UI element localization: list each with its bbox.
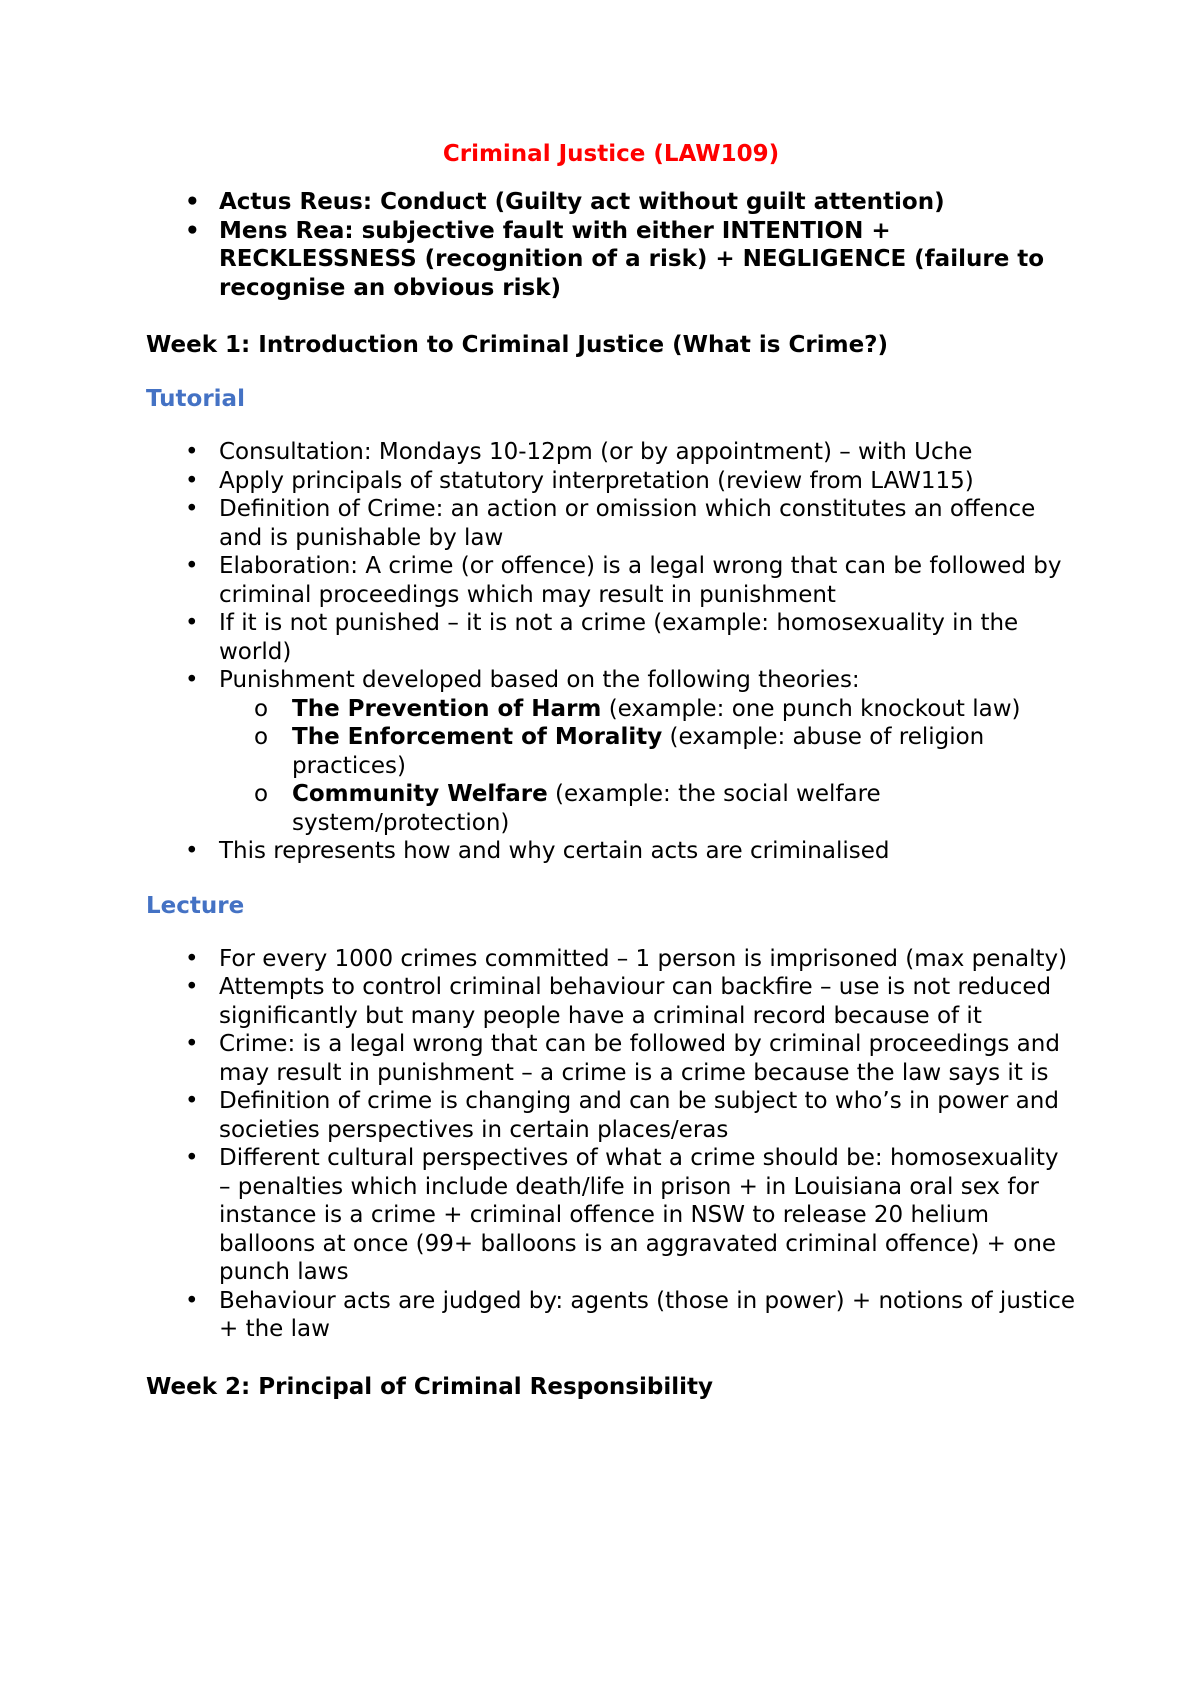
lecture-list	[146, 945, 1076, 1344]
list-item: • Crime: is a legal wrong that can be followed by criminal proceedings and may result in punishment – a crime is a crime because the law says it is	[185, 1031, 1060, 1086]
bullet-icon: •	[185, 217, 200, 244]
list-item: • This represents how and why certain acts are criminalised	[185, 838, 890, 864]
document-page	[146, 140, 1076, 1401]
list-item: • Apply principals of statutory interpretation (review from LAW115)	[185, 467, 974, 494]
list-item: • Punishment developed based on the following theories: o The Prevention of Harm (example: one punch knockout law) o The Enforcement of Morality (example: abuse of religion practices) o Community Welfare (example: the social welfare system/protection)	[146, 666, 1076, 837]
sub-list-item: o Community Welfare (example: the social welfare system/protection)	[254, 781, 881, 836]
list-item: • Attempts to control criminal behaviour can backfire – use is not reduced significantly but many people have a criminal record because of it	[185, 974, 1052, 1029]
bullet-icon: •	[185, 467, 199, 494]
circle-bullet-icon: o	[254, 724, 269, 750]
tutorial-list	[146, 438, 1076, 866]
list-item: • Actus Reus: Conduct (Guilty act without guilt attention)	[185, 189, 945, 215]
bullet-icon: •	[185, 553, 199, 579]
sub-list-item: o The Prevention of Harm (example: one punch knockout law)	[254, 695, 1021, 722]
intro-list	[146, 188, 1076, 302]
bullet-icon: •	[185, 1031, 199, 1057]
list-item: • Elaboration: A crime (or offence) is a legal wrong that can be followed by criminal proceedings which may result in punishment	[185, 553, 1062, 608]
theories-list	[219, 695, 1076, 838]
lecture-heading: Lecture	[146, 892, 245, 919]
list-item: • Mens Rea: subjective fault with either INTENTION + RECKLESSNESS (recognition of a risk) + NEGLIGENCE (failure to recognise an obvious risk)	[185, 217, 1045, 301]
list-item: • Definition of crime is changing and can be subject to who’s in power and societies perspectives in certain places/eras	[185, 1088, 1059, 1143]
circle-bullet-icon: o	[254, 695, 269, 722]
bullet-icon: •	[185, 1287, 199, 1314]
list-item: • For every 1000 crimes committed – 1 person is imprisoned (max penalty)	[185, 945, 1068, 972]
list-item: • Definition of Crime: an action or omission which constitutes an offence and is punishable by law	[185, 496, 1036, 551]
bullet-icon: •	[185, 974, 199, 1000]
bullet-icon: •	[185, 1145, 199, 1171]
bullet-icon: •	[185, 496, 199, 522]
bullet-icon: •	[185, 1088, 199, 1114]
week-1-heading: Week 1: Introduction to Criminal Justice (What is Crime?)	[146, 332, 889, 358]
bullet-icon: •	[185, 838, 199, 864]
bullet-icon: •	[185, 439, 199, 465]
sub-list-item: o The Enforcement of Morality (example: abuse of religion practices)	[254, 724, 985, 779]
bullet-icon: •	[185, 610, 199, 636]
document-title: Criminal Justice (LAW109)	[442, 141, 780, 167]
bullet-icon: •	[185, 189, 200, 215]
tutorial-heading: Tutorial	[146, 386, 245, 412]
bullet-icon: •	[185, 667, 199, 693]
circle-bullet-icon: o	[254, 781, 269, 807]
list-item: • Different cultural perspectives of what a crime should be: homosexuality – penalties which include death/life in prison + in Louisiana oral sex for instance is a crime + criminal offence in NSW to release 20 helium balloons at once (99+ balloons is an aggravated criminal offence) + one punch laws	[185, 1145, 1059, 1285]
list-item: • If it is not punished – it is not a crime (example: homosexuality in the world)	[185, 610, 1019, 665]
list-item: • Consultation: Mondays 10-12pm (or by appointment) – with Uche	[185, 439, 973, 465]
week-2-heading: Week 2: Principal of Criminal Responsibility	[146, 1373, 713, 1400]
bullet-icon: •	[185, 945, 199, 972]
list-item: • Behaviour acts are judged by: agents (those in power) + notions of justice + the law	[185, 1287, 1076, 1342]
